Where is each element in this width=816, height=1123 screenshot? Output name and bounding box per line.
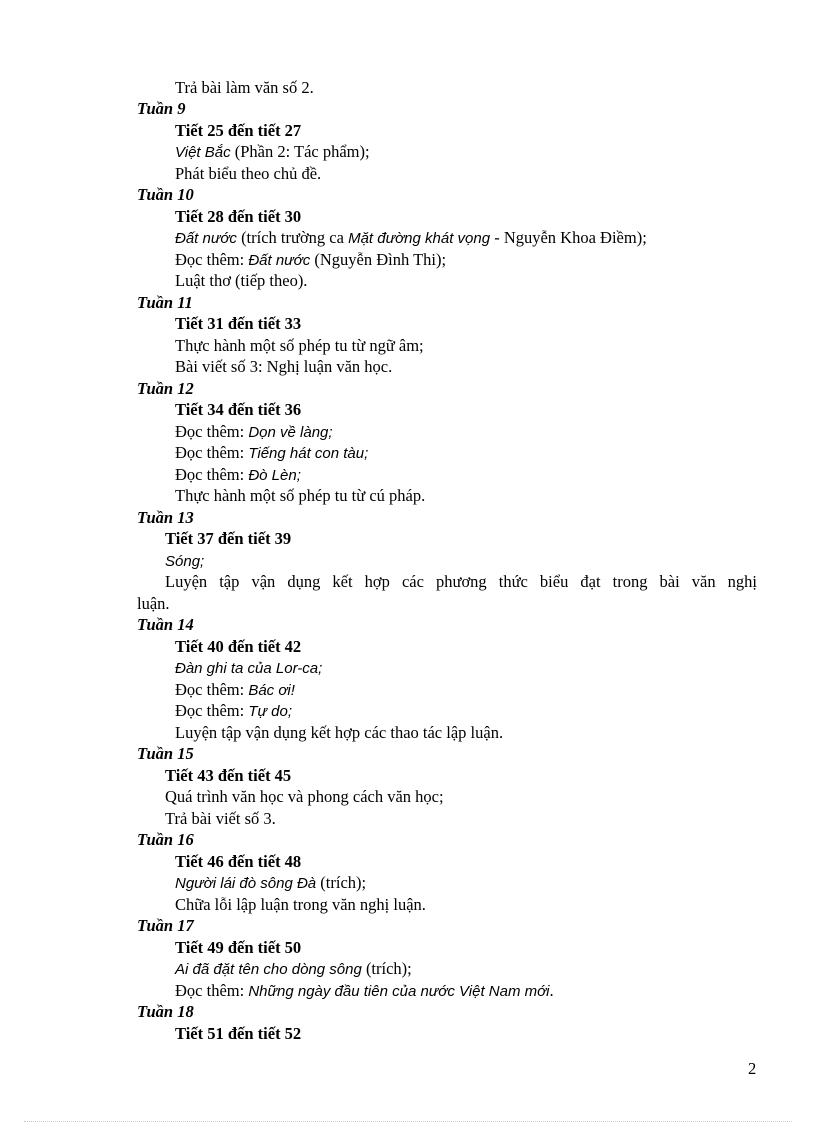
week-label: Tuần 18	[137, 1002, 194, 1021]
lesson-range-label: Tiết 37 đến tiết 39	[165, 529, 292, 548]
text-line	[175, 249, 446, 271]
work-title: Dọn về làng;	[248, 424, 333, 441]
week-heading	[137, 829, 194, 850]
week-label: Tuần 14	[137, 615, 194, 634]
text-span: (trích);	[361, 959, 412, 978]
text-line	[165, 786, 444, 807]
work-title: Đất nước	[248, 252, 311, 269]
text-line	[165, 571, 757, 592]
lesson-range-label: Tiết 34 đến tiết 36	[175, 400, 302, 419]
week-label: Tuần 10	[137, 185, 194, 204]
text-line	[175, 77, 314, 98]
week-heading	[137, 743, 194, 764]
lesson-range	[175, 206, 301, 227]
text-span: Trả bài làm văn số 2.	[175, 78, 314, 97]
work-title: Bác ơi!	[248, 682, 295, 699]
lesson-range	[175, 313, 301, 334]
lesson-range	[175, 636, 301, 657]
work-title: Việt Bắc	[175, 144, 231, 161]
work-title: Mặt đường khát vọng	[348, 230, 491, 247]
text-line	[175, 872, 366, 894]
text-span: Đọc thêm:	[175, 250, 249, 269]
lesson-range	[175, 1023, 301, 1044]
week-heading	[137, 915, 194, 936]
text-span: Luyện tập vận dụng kết hợp các phương thức biểu đạt trong bài văn nghị	[165, 572, 757, 591]
text-line	[175, 141, 370, 163]
week-label: Tuần 11	[137, 293, 193, 312]
week-heading	[137, 507, 194, 528]
week-heading	[137, 292, 193, 313]
text-span: - Nguyễn Khoa Điềm);	[490, 228, 647, 247]
lesson-range-label: Tiết 40 đến tiết 42	[175, 637, 302, 656]
text-span: Chữa lỗi lập luận trong văn nghị luận.	[175, 895, 426, 914]
page-bottom-divider	[24, 1121, 792, 1122]
work-title: Sóng;	[165, 553, 205, 570]
text-line	[137, 593, 170, 614]
text-line	[175, 958, 412, 980]
work-title: Tự do;	[248, 703, 293, 720]
text-line	[175, 679, 295, 701]
text-line	[175, 421, 333, 443]
text-span: Phát biểu theo chủ đề.	[175, 164, 322, 183]
text-span: Đọc thêm:	[175, 680, 249, 699]
week-heading	[137, 184, 194, 205]
lesson-range	[175, 120, 301, 141]
text-span: (trích);	[316, 873, 367, 892]
text-span: Đọc thêm:	[175, 981, 249, 1000]
work-title: Tiếng hát con tàu;	[248, 445, 369, 462]
lesson-range-label: Tiết 51 đến tiết 52	[175, 1024, 302, 1043]
text-span: Đọc thêm:	[175, 443, 249, 462]
text-span: .	[549, 981, 554, 1000]
text-span: Quá trình văn học và phong cách văn học;	[165, 787, 444, 806]
lesson-range-label: Tiết 25 đến tiết 27	[175, 121, 302, 140]
lesson-range-label: Tiết 49 đến tiết 50	[175, 938, 302, 957]
text-line	[175, 442, 368, 464]
work-title: Người lái đò sông Đà	[175, 875, 317, 892]
work-title: Ai đã đặt tên cho dòng sông	[175, 961, 362, 978]
work-title: Đàn ghi ta của Lor-ca;	[175, 660, 323, 677]
week-label: Tuần 13	[137, 508, 194, 527]
text-span: Thực hành một số phép tu từ cú pháp.	[175, 486, 426, 505]
text-line	[175, 485, 425, 506]
lesson-range	[175, 399, 301, 420]
text-line	[175, 270, 307, 291]
text-line	[175, 356, 392, 377]
week-heading	[137, 614, 194, 635]
text-span: luận.	[137, 594, 170, 613]
lesson-range	[165, 765, 291, 786]
text-line	[165, 550, 204, 572]
work-title: Đò Lèn;	[248, 467, 301, 484]
text-line	[175, 657, 322, 679]
text-line	[175, 722, 503, 743]
text-line	[175, 894, 426, 915]
text-line	[175, 464, 301, 486]
text-span: Bài viết số 3: Nghị luận văn học.	[175, 357, 393, 376]
week-label: Tuần 17	[137, 916, 194, 935]
text-span: Đọc thêm:	[175, 701, 249, 720]
week-label: Tuần 12	[137, 379, 194, 398]
work-title: Những ngày đầu tiên của nước Việt Nam mới	[248, 983, 550, 1000]
text-span: Luật thơ (tiếp theo).	[175, 271, 308, 290]
text-line	[175, 227, 647, 249]
text-span: (Nguyễn Đình Thi);	[310, 250, 447, 269]
lesson-range	[175, 851, 301, 872]
text-line	[175, 335, 424, 356]
lesson-range	[175, 937, 301, 958]
week-label: Tuần 9	[137, 99, 186, 118]
week-heading	[137, 378, 194, 399]
lesson-range-label: Tiết 43 đến tiết 45	[165, 766, 292, 785]
week-heading	[137, 98, 185, 119]
page-number: 2	[748, 1059, 757, 1078]
text-span: (Phần 2: Tác phẩm);	[230, 142, 370, 161]
week-label: Tuần 16	[137, 830, 194, 849]
text-span: Trả bài viết số 3.	[165, 809, 276, 828]
work-title: Đất nước	[175, 230, 237, 247]
text-line	[175, 163, 321, 184]
week-label: Tuần 15	[137, 744, 194, 763]
text-span: Thực hành một số phép tu từ ngữ âm;	[175, 336, 424, 355]
text-span: (trích trường ca	[236, 228, 349, 247]
week-heading	[137, 1001, 194, 1022]
lesson-range	[165, 528, 291, 549]
lesson-range-label: Tiết 31 đến tiết 33	[175, 314, 302, 333]
text-span: Đọc thêm:	[175, 422, 249, 441]
text-span: Luyện tập vận dụng kết hợp các thao tác lập luận.	[175, 723, 504, 742]
text-line	[175, 700, 292, 722]
lesson-range-label: Tiết 28 đến tiết 30	[175, 207, 302, 226]
text-line	[165, 808, 276, 829]
text-line	[175, 980, 554, 1002]
lesson-range-label: Tiết 46 đến tiết 48	[175, 852, 302, 871]
text-span: Đọc thêm:	[175, 465, 249, 484]
